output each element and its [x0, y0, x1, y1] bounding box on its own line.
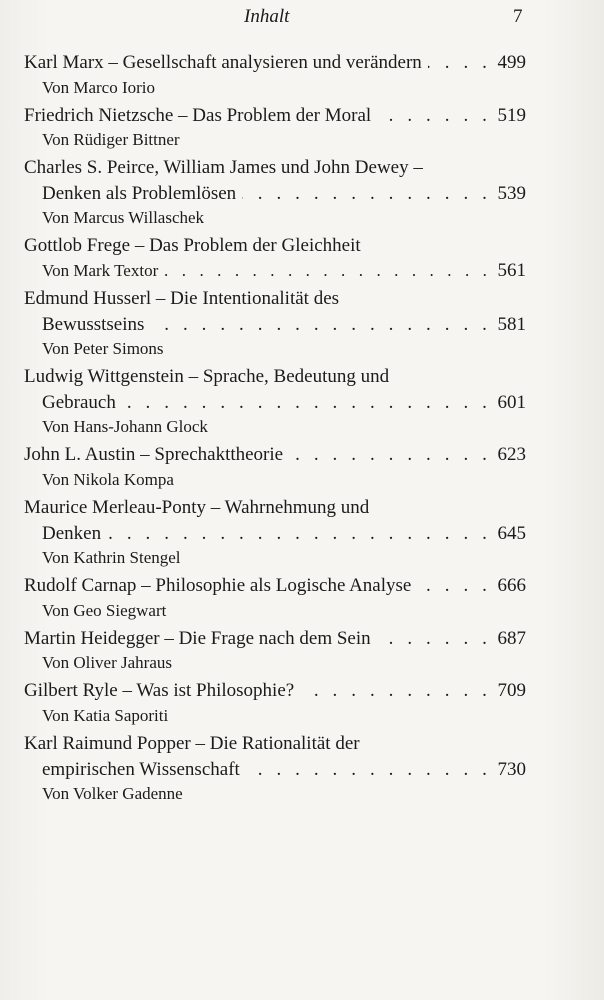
toc-entry	[24, 50, 526, 100]
entry-title	[24, 731, 526, 757]
leader-dots	[164, 259, 491, 283]
entry-page-number: 730	[497, 758, 526, 780]
leader-dots	[289, 442, 491, 468]
entry-title-text: Edmund Husserl – Die Intentionalität des	[24, 287, 340, 309]
entry-title	[24, 495, 526, 521]
entry-title	[24, 286, 526, 312]
toc-entry	[24, 364, 526, 439]
page-header	[0, 4, 604, 30]
entry-page-number: 666	[497, 575, 526, 597]
toc-entry	[24, 678, 526, 728]
leader-dots	[107, 521, 491, 547]
entry-page-number: 519	[497, 104, 526, 126]
entry-title-text: Karl Marx – Gesellschaft analysieren und verändern	[24, 52, 422, 73]
entry-title-continuation	[24, 757, 526, 783]
entry-author: Von Geo Siegwart	[42, 600, 167, 620]
page-number: 7	[513, 6, 523, 27]
entry-page-number: 499	[497, 52, 526, 73]
leader-dots	[377, 103, 491, 129]
toc-entry	[24, 103, 526, 153]
entry-title-text: Rudolf Carnap – Philosophie als Logische Analyse	[24, 575, 412, 597]
table-of-contents	[24, 50, 526, 809]
entry-page-number: 709	[497, 680, 526, 702]
entry-page-number: 581	[497, 313, 526, 335]
leader-dots	[377, 626, 492, 652]
entry-author: Von Volker Gadenne	[42, 784, 183, 804]
entry-title	[24, 364, 526, 390]
entry-author	[24, 259, 526, 283]
entry-title-text: empirischen Wissenschaft	[42, 758, 240, 780]
entry-author: Von Kathrin Stengel	[42, 548, 181, 568]
entry-title-text: Gilbert Ryle – Was ist Philosophie?	[24, 680, 295, 702]
entry-title-text: John L. Austin – Sprechakttheorie	[24, 444, 284, 466]
entry-author: Von Marcus Willaschek	[42, 208, 205, 228]
toc-entry	[24, 626, 526, 676]
entry-title	[24, 442, 526, 468]
entry-page-number: 623	[497, 444, 526, 466]
entry-title-text: Bewusstseins	[42, 313, 145, 335]
entry-title	[24, 678, 526, 704]
entry-title-text: Gebrauch	[42, 391, 116, 413]
entry-page-number: 645	[497, 522, 526, 544]
entry-author: Von Nikola Kompa	[42, 469, 174, 489]
entry-author: Von Hans-Johann Glock	[42, 417, 208, 437]
entry-title	[24, 626, 526, 652]
entry-author: Von Oliver Jahraus	[42, 653, 172, 673]
leader-dots	[300, 678, 491, 704]
toc-entry	[24, 495, 526, 570]
entry-title-text: Martin Heidegger – Die Frage nach dem Sein	[24, 627, 371, 649]
leader-dots	[242, 181, 491, 207]
leader-dots	[150, 312, 491, 338]
entry-title-text: Friedrich Nietzsche – Das Problem der Moral	[24, 104, 372, 126]
entry-title-text: Denken	[42, 522, 102, 544]
entry-title-text: Gottlob Frege – Das Problem der Gleichheit	[24, 235, 361, 257]
entry-author: Von Katia Saporiti	[42, 705, 169, 725]
entry-page-number: 601	[497, 391, 526, 413]
toc-entry	[24, 573, 526, 623]
leader-dots	[428, 50, 492, 76]
entry-title	[24, 573, 526, 599]
entry-title-continuation	[24, 521, 526, 547]
entry-title-text: Denken als Problemlösen	[42, 182, 237, 204]
entry-title	[24, 233, 526, 259]
entry-page-number: 687	[497, 627, 526, 649]
entry-title	[24, 103, 526, 129]
leader-dots	[122, 390, 492, 416]
entry-title-continuation	[24, 181, 526, 207]
entry-title-text: Karl Raimund Popper – Die Rationalität der	[24, 732, 360, 754]
entry-title-text: Maurice Merleau-Ponty – Wahrnehmung und	[24, 496, 370, 518]
toc-entry	[24, 442, 526, 492]
entry-author-text: Von Mark Textor	[42, 260, 159, 280]
entry-author: Von Marco Iorio	[42, 77, 155, 97]
entry-title	[24, 50, 526, 76]
toc-entry	[24, 286, 526, 361]
entry-title-continuation	[24, 312, 526, 338]
leader-dots	[417, 573, 491, 599]
entry-title-text: Charles S. Peirce, William James und John Dewey –	[24, 157, 423, 179]
entry-title	[24, 155, 526, 181]
entry-title-text: Ludwig Wittgenstein – Sprache, Bedeutung und	[24, 366, 390, 388]
entry-author: Von Rüdiger Bittner	[42, 130, 180, 150]
entry-page-number: 561	[497, 259, 526, 281]
entry-author: Von Peter Simons	[42, 339, 164, 359]
toc-entry	[24, 233, 526, 283]
entry-page-number: 539	[497, 182, 526, 204]
leader-dots	[246, 757, 492, 783]
toc-entry	[24, 155, 526, 230]
toc-entry	[24, 731, 526, 806]
running-title: Inhalt	[244, 6, 290, 27]
entry-title-continuation	[24, 390, 526, 416]
